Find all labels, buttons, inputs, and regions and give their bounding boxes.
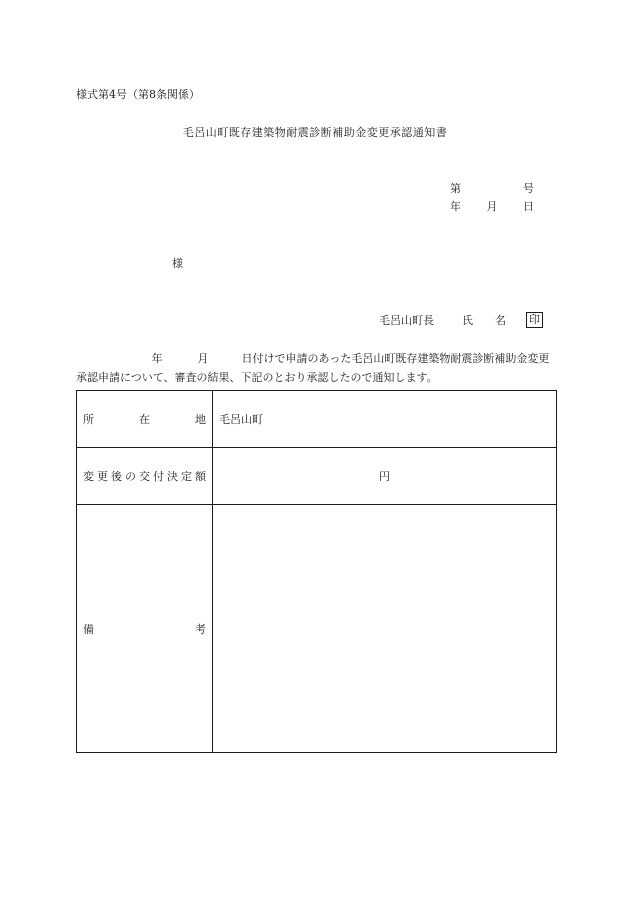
amount-label-char: 額 bbox=[195, 470, 206, 483]
location-value-cell: 毛呂山町 bbox=[213, 391, 557, 448]
amount-value-cell: 円 bbox=[213, 448, 557, 505]
date-day: 日 bbox=[523, 200, 534, 213]
date-month: 月 bbox=[486, 200, 498, 213]
issuer-name-label-2: 名 bbox=[495, 314, 506, 327]
addressee-honorific: 様 bbox=[172, 257, 183, 270]
issuer-name-label-1: 氏 bbox=[462, 314, 473, 327]
remarks-label-char: 備 bbox=[83, 622, 94, 636]
date-year: 年 bbox=[450, 200, 461, 213]
remarks-label-char: 考 bbox=[195, 622, 206, 636]
amount-label-char: 交 bbox=[139, 470, 150, 483]
body-year: 年 bbox=[151, 352, 163, 365]
remarks-label-cell bbox=[77, 505, 213, 753]
amount-label-char: 付 bbox=[153, 470, 164, 483]
amount-label-char: 定 bbox=[181, 470, 192, 483]
seal-mark: 印 bbox=[526, 312, 543, 328]
body-month: 月 bbox=[197, 352, 209, 365]
issuer-office: 毛呂山町長 bbox=[379, 314, 434, 327]
table-row-amount bbox=[77, 448, 557, 505]
document-number-line bbox=[450, 180, 534, 196]
form-number: 様式第4号（第8条関係） bbox=[76, 88, 200, 101]
amount-label-char: 変 bbox=[83, 470, 94, 483]
amount-label-char: の bbox=[125, 470, 136, 483]
amount-label-char: 更 bbox=[97, 470, 108, 483]
number-suffix: 号 bbox=[523, 182, 534, 195]
location-label-char: 所 bbox=[83, 413, 94, 426]
details-table bbox=[76, 390, 557, 753]
document-date-line bbox=[450, 198, 534, 214]
body-text-line-1 bbox=[76, 350, 549, 366]
document-title: 毛呂山町既存建築物耐震診断補助金変更承認通知書 bbox=[182, 126, 448, 139]
location-label-cell bbox=[77, 391, 213, 448]
issuer-block bbox=[379, 312, 543, 328]
table-row-remarks bbox=[77, 505, 557, 753]
table-row-location bbox=[77, 391, 557, 448]
remarks-value-cell bbox=[213, 505, 557, 753]
number-prefix: 第 bbox=[450, 182, 461, 195]
location-label-char: 在 bbox=[139, 413, 150, 426]
amount-label-char: 決 bbox=[167, 470, 178, 483]
amount-label-char: 後 bbox=[111, 470, 122, 483]
amount-label-cell bbox=[77, 448, 213, 505]
body-rest: 日付けで申請のあった毛呂山町既存建築物耐震診断補助金変更 bbox=[241, 352, 550, 365]
location-label-char: 地 bbox=[195, 413, 206, 426]
body-text-line-2: 承認申請について、審査の結果、下記のとおり承認したので通知します。 bbox=[76, 371, 438, 384]
